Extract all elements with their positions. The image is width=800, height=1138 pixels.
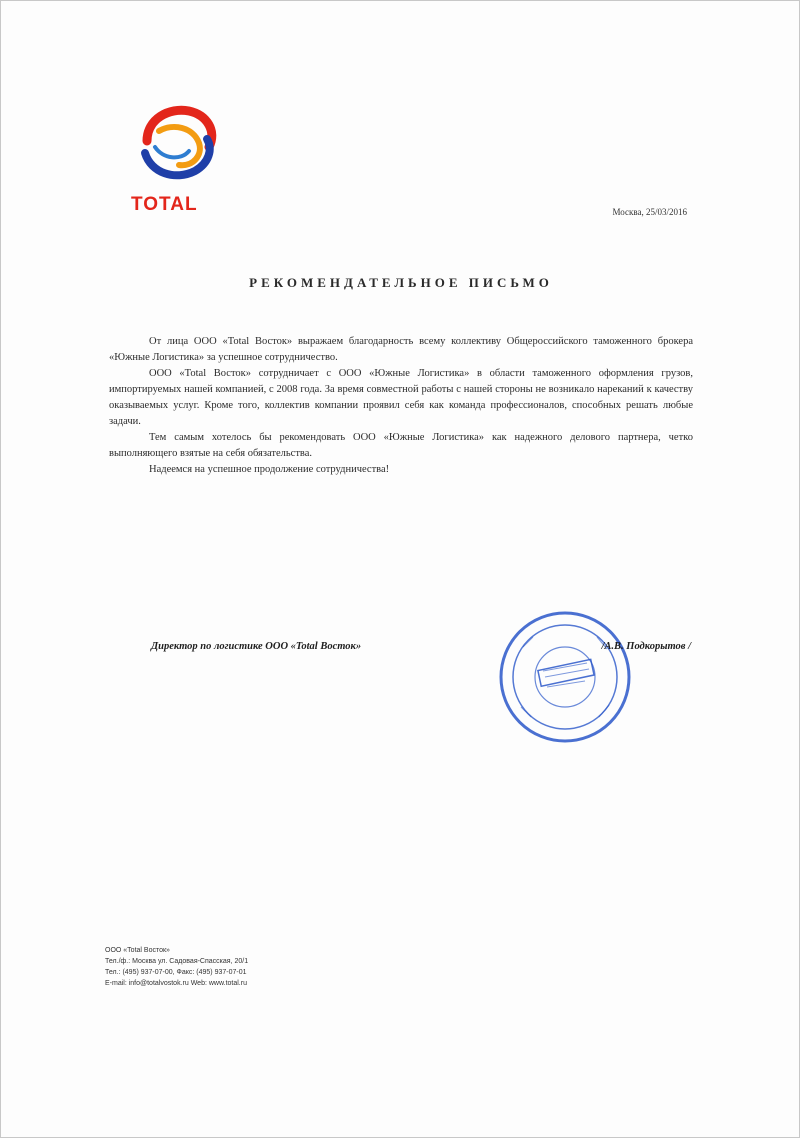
company-stamp xyxy=(493,607,637,747)
paragraph: От лица ООО «Total Восток» выражаем благодарность всему коллективу Общероссийского таможенного брокера «Южные Логистика» за успешное сотрудничество. xyxy=(109,336,693,363)
paragraph: ООО «Total Восток» сотрудничает с ООО «Южные Логистика» в области таможенного оформления грузов, импортируемых нашей компанией, с 2008 года. За время совместной работы с нашей стороны не возникало нареканий к качеству оказываемых услуг. Кроме того, коллектив компании проявил себя как команда профессионалов, способных решать любые задачи. xyxy=(109,368,693,427)
place-date: Москва, 25/03/2016 xyxy=(612,207,687,217)
footer-line: E-mail: info@totalvostok.ru Web: www.total.ru xyxy=(105,980,247,987)
company-footer xyxy=(105,945,425,989)
signatory-name: /А.В. Подкорытов / xyxy=(601,641,691,652)
footer-line: Тел./ф.: Москва ул. Садовая-Спасская, 20/1 xyxy=(105,958,249,965)
logo-wordmark: TOTAL xyxy=(131,194,198,215)
footer-line: Тел.: (495) 937-07-00, Факс: (495) 937-07-01 xyxy=(105,969,247,976)
paragraph: Надеемся на успешное продолжение сотрудничества! xyxy=(149,464,390,475)
footer-line: ООО «Total Восток» xyxy=(105,947,170,954)
letter-body xyxy=(109,334,693,478)
paragraph: Тем самым хотелось бы рекомендовать ООО «Южные Логистика» как надежного делового партнера, четко выполняющего взятые на себя обязательства. xyxy=(109,432,693,459)
signatory-position: Директор по логистике ООО «Total Восток» xyxy=(151,641,362,652)
letter-heading: РЕКОМЕНДАТЕЛЬНОЕ ПИСЬМО xyxy=(249,275,553,290)
